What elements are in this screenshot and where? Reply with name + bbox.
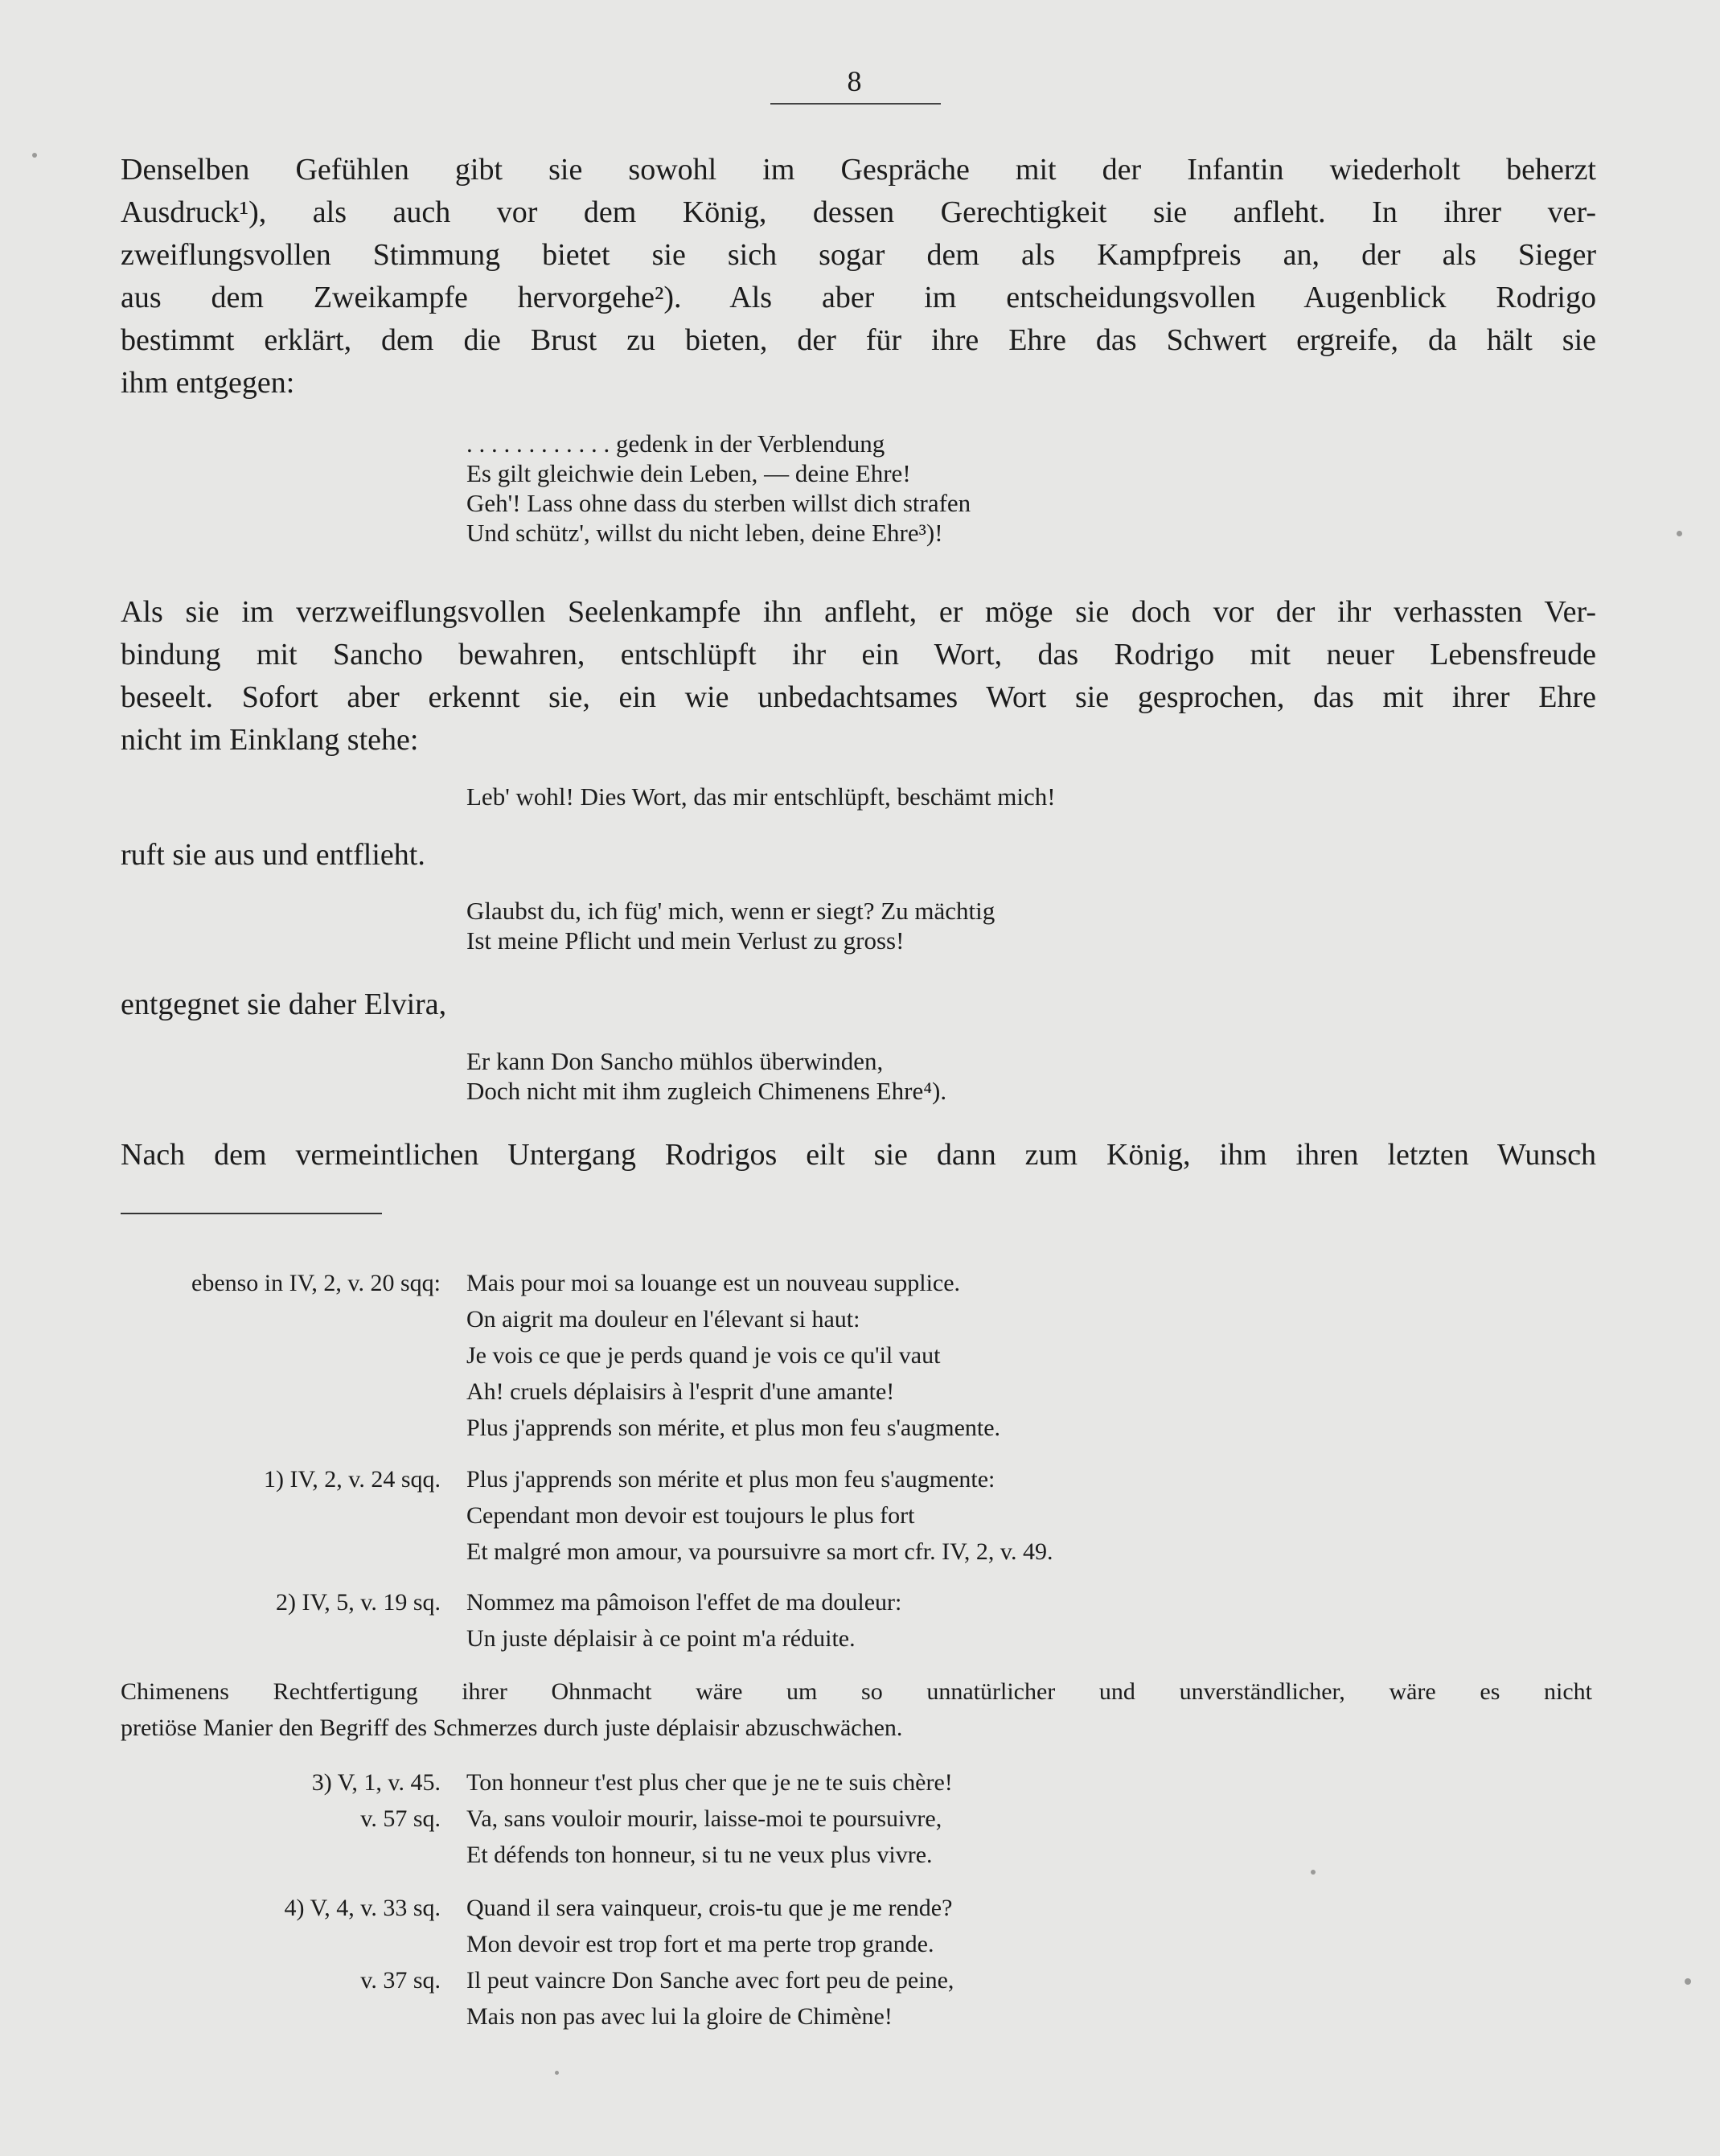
page-number-rule bbox=[770, 103, 941, 105]
note-line: pretiöse Manier den Begriff des Schmerzes durch juste déplaisir abzuschwächen. bbox=[121, 1715, 903, 1741]
paragraph-ruft bbox=[121, 834, 1596, 877]
footnote-line: Ah! cruels déplaisirs à l'esprit d'une amante! bbox=[466, 1378, 895, 1405]
text-line: bestimmt erklärt, dem die Brust zu bieten, der für ihre Ehre das Schwert ergreife, da hält sie bbox=[121, 323, 1596, 357]
verse-line: . . . . . . . . . . . . gedenk in der Verblendung bbox=[466, 429, 885, 458]
footnote-line: Cependant mon devoir est toujours le plus fort bbox=[466, 1502, 915, 1529]
text-line: Denselben Gefühlen gibt sie sowohl im Gespräche mit der Infantin wiederholt beherzt bbox=[121, 153, 1596, 187]
footnote-label: ebenso in IV, 2, v. 20 sqq: bbox=[191, 1270, 441, 1296]
footnote-line: Mais pour moi sa louange est un nouveau supplice. bbox=[466, 1270, 961, 1296]
footnote-line: Mon devoir est trop fort et ma perte trop grande. bbox=[466, 1931, 934, 1957]
footnote-line: Quand il sera vainqueur, crois-tu que je me rende? bbox=[466, 1895, 953, 1921]
footnote-label: 1) IV, 2, v. 24 sqq. bbox=[263, 1466, 441, 1493]
footnote-separator bbox=[121, 1213, 382, 1214]
scan-speck bbox=[32, 153, 37, 158]
footnote-line: Et malgré mon amour, va poursuivre sa mort cfr. IV, 2, v. 49. bbox=[466, 1538, 1053, 1565]
footnote-line: Plus j'apprends son mérite et plus mon feu s'augmente: bbox=[466, 1466, 995, 1493]
text-line: Nach dem vermeintlichen Untergang Rodrigos eilt sie dann zum König, ihm ihren letzten Wunsch bbox=[121, 1138, 1596, 1172]
page-number: 8 bbox=[847, 65, 862, 97]
scan-speck bbox=[1685, 1978, 1691, 1985]
footnote-lines bbox=[466, 1890, 952, 1962]
text-line: Als sie im verzweiflungsvollen Seelenkampfe ihn anfleht, er möge sie doch vor der ihr verhassten Ver- bbox=[121, 595, 1596, 629]
footnote-lines bbox=[466, 1764, 953, 1801]
text-line: Ausdruck¹), als auch vor dem König, dessen Gerechtigkeit sie anfleht. In ihrer ver- bbox=[121, 195, 1596, 229]
footnote-label: 4) V, 4, v. 33 sq. bbox=[284, 1895, 441, 1921]
verse-quote-1 bbox=[466, 429, 971, 548]
note-line: Chimenens Rechtfertigung ihrer Ohnmacht wäre um so unnatürlicher und unverständlicher, wäre es nicht bbox=[121, 1678, 1592, 1705]
paragraph-nach bbox=[121, 1134, 1596, 1177]
footnote-line: Et défends ton honneur, si tu ne veux plus vivre. bbox=[466, 1842, 933, 1868]
paragraph-2 bbox=[121, 591, 1596, 762]
footnote-label: v. 57 sq. bbox=[360, 1805, 441, 1832]
verse-line: Er kann Don Sancho mühlos überwinden, bbox=[466, 1047, 884, 1075]
footnote-commentary bbox=[121, 1673, 1592, 1746]
footnote-line: Plus j'apprends son mérite, et plus mon feu s'augmente. bbox=[466, 1415, 1001, 1441]
text-line: nicht im Einklang stehe: bbox=[121, 723, 419, 757]
verse-line: Glaubst du, ich füg' mich, wenn er siegt? Zu mächtig bbox=[466, 897, 995, 925]
text-line: ihm entgegen: bbox=[121, 366, 295, 400]
footnote-line: Va, sans vouloir mourir, laisse-moi te poursuivre, bbox=[466, 1805, 942, 1832]
footnote-line: Il peut vaincre Don Sanche avec fort peu de peine, bbox=[466, 1967, 954, 1994]
verse-line: Leb' wohl! Dies Wort, das mir entschlüpft, beschämt mich! bbox=[466, 782, 1056, 811]
footnote-label: 2) IV, 5, v. 19 sq. bbox=[275, 1589, 441, 1616]
text-line: beseelt. Sofort aber erkennt sie, ein wie unbedachtsames Wort sie gesprochen, das mit ihrer Ehre bbox=[121, 680, 1596, 714]
footnote-line: Ton honneur t'est plus cher que je ne te suis chère! bbox=[466, 1769, 953, 1796]
verse-quote-2 bbox=[466, 782, 1056, 811]
footnote-label: 3) V, 1, v. 45. bbox=[311, 1769, 441, 1796]
footnote-label: v. 37 sq. bbox=[360, 1967, 441, 1994]
text-line: entgegnet sie daher Elvira, bbox=[121, 988, 447, 1021]
verse-quote-3 bbox=[466, 896, 995, 955]
verse-line: Geh'! Lass ohne dass du sterben willst dich strafen bbox=[466, 489, 971, 517]
text-line: bindung mit Sancho bewahren, entschlüpft ihr ein Wort, das Rodrigo mit neuer Lebensfreude bbox=[121, 638, 1596, 671]
footnote-lines bbox=[466, 1461, 1053, 1570]
scan-speck bbox=[1677, 531, 1682, 536]
verse-line: Doch nicht mit ihm zugleich Chimenens Ehre⁴). bbox=[466, 1077, 947, 1105]
scan-speck bbox=[555, 2071, 559, 2075]
footnote-line: On aigrit ma douleur en l'élevant si haut: bbox=[466, 1306, 860, 1333]
footnote-line: Je vois ce que je perds quand je vois ce qu'il vaut bbox=[466, 1342, 941, 1369]
verse-quote-4 bbox=[466, 1046, 946, 1106]
footnote-lines bbox=[466, 1584, 901, 1657]
footnote-line: Nommez ma pâmoison l'effet de ma douleur: bbox=[466, 1589, 902, 1616]
verse-line: Und schütz', willst du nicht leben, deine Ehre³)! bbox=[466, 519, 943, 547]
paragraph-entgegnet bbox=[121, 984, 1596, 1026]
footnote-line: Un juste déplaisir à ce point m'a réduite. bbox=[466, 1625, 856, 1652]
paragraph-1 bbox=[121, 149, 1596, 405]
footnote-line: Mais non pas avec lui la gloire de Chimène! bbox=[466, 2003, 893, 2030]
scan-speck bbox=[1311, 1870, 1316, 1875]
text-line: zweiflungsvollen Stimmung bietet sie sich sogar dem als Kampfpreis an, der als Sieger bbox=[121, 238, 1596, 272]
text-line: ruft sie aus und entflieht. bbox=[121, 838, 425, 872]
footnote-lines bbox=[466, 1801, 942, 1873]
verse-line: Es gilt gleichwie dein Leben, — deine Ehre! bbox=[466, 459, 911, 487]
footnote-lines bbox=[466, 1265, 1000, 1446]
verse-line: Ist meine Pflicht und mein Verlust zu gross! bbox=[466, 926, 905, 955]
footnote-lines bbox=[466, 1962, 954, 2035]
text-line: aus dem Zweikampfe hervorgehe²). Als aber im entscheidungsvollen Augenblick Rodrigo bbox=[121, 281, 1596, 314]
